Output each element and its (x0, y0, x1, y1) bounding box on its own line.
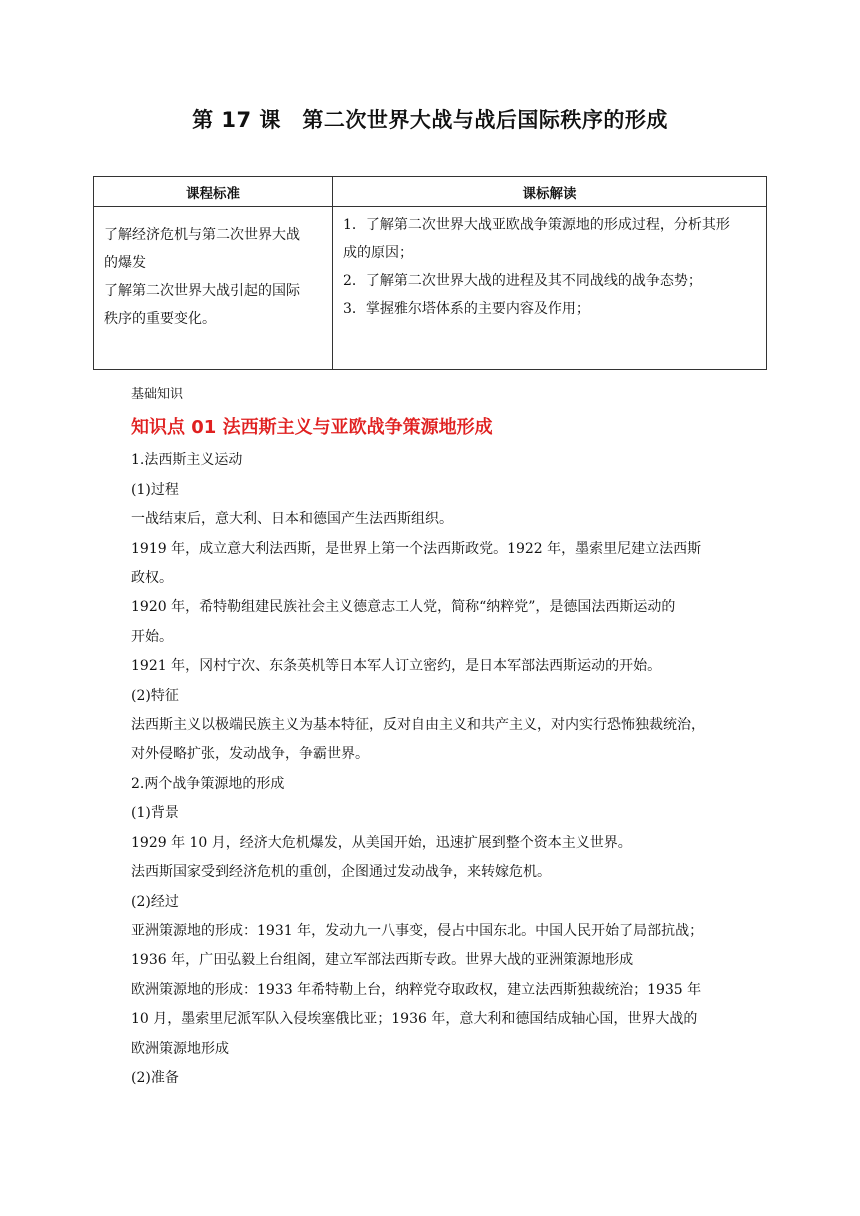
body-line: (2)准备 (131, 1069, 179, 1086)
body-line: 法西斯主义以极端民族主义为基本特征，反对自由主义和共产主义，对内实行恐怖独裁统治， (131, 717, 705, 734)
body-line: (2)经过 (131, 893, 179, 910)
body-line: 1929 年 10 月，经济大危机爆发，从美国开始，迅速扩展到整个资本主义世界。 (131, 834, 632, 851)
standard-line: 秩序的重要变化。 (104, 311, 216, 327)
page-title: 第 17 课 第二次世界大战与战后国际秩序的形成 (192, 108, 668, 132)
curriculum-table (93, 176, 767, 370)
interpretation-cell (333, 207, 767, 370)
body-line: 1.法西斯主义运动 (131, 452, 243, 469)
table-header-row (94, 177, 767, 207)
body-line: 一战结束后，意大利、日本和德国产生法西斯组织。 (131, 511, 453, 528)
standard-cell (94, 207, 333, 370)
standard-line: 的爆发 (104, 255, 146, 271)
body-line: 亚洲策源地的形成：1931 年，发动九一八事变，侵占中国东北。中国人民开始了局部抗战； (131, 922, 704, 939)
body-line: 1920 年，希特勒组建民族社会主义德意志工人党，简称“纳粹党”，是德国法西斯运动的 (131, 599, 676, 616)
standard-line: 了解第二次世界大战引起的国际 (104, 283, 300, 299)
interpretation-line: 成的原因； (343, 245, 413, 261)
body-line: (2)特征 (131, 687, 179, 704)
knowledge-heading: 知识点 01 法西斯主义与亚欧战争策源地形成 (131, 417, 493, 439)
section-label: 基础知识 (131, 387, 184, 402)
table-row (94, 207, 767, 370)
interpretation-line: 3．掌握雅尔塔体系的主要内容及作用； (343, 301, 590, 317)
body-line: 法西斯国家受到经济危机的重创，企图通过发动战争，来转嫁危机。 (131, 864, 551, 881)
body-line: 欧洲策源地形成 (131, 1040, 229, 1057)
body-line: 2.两个战争策源地的形成 (131, 775, 285, 792)
body-line: 1921 年，冈村宁次、东条英机等日本军人订立密约，是日本军部法西斯运动的开始。 (131, 658, 662, 675)
interpretation-line: 1．了解第二次世界大战亚欧战争策源地的形成过程，分析其形 (343, 217, 730, 233)
body-line: (1)背景 (131, 805, 179, 822)
table-header-interpretation: 课标解读 (333, 177, 767, 207)
standard-line: 了解经济危机与第二次世界大战 (104, 227, 300, 243)
document-body (131, 380, 731, 1093)
body-line: 对外侵略扩张，发动战争，争霸世界。 (131, 746, 369, 763)
table-header-standard: 课程标准 (94, 177, 333, 207)
body-line: 10 月，墨索里尼派军队入侵埃塞俄比亚；1936 年，意大利和德国结成轴心国，世界大战的 (131, 1011, 698, 1028)
body-line: 1919 年，成立意大利法西斯，是世界上第一个法西斯政党。1922 年，墨索里尼建立法西斯 (131, 540, 702, 557)
body-line: (1)过程 (131, 481, 179, 498)
body-line: 1936 年，广田弘毅上台组阁，建立军部法西斯专政。世界大战的亚洲策源地形成 (131, 952, 634, 969)
body-line: 政权。 (131, 570, 173, 587)
body-line: 欧洲策源地的形成：1933 年希特勒上台，纳粹党夺取政权，建立法西斯独裁统治；1935 年 (131, 981, 702, 998)
body-line: 开始。 (131, 628, 173, 645)
interpretation-line: 2．了解第二次世界大战的进程及其不同战线的战争态势； (343, 273, 702, 289)
